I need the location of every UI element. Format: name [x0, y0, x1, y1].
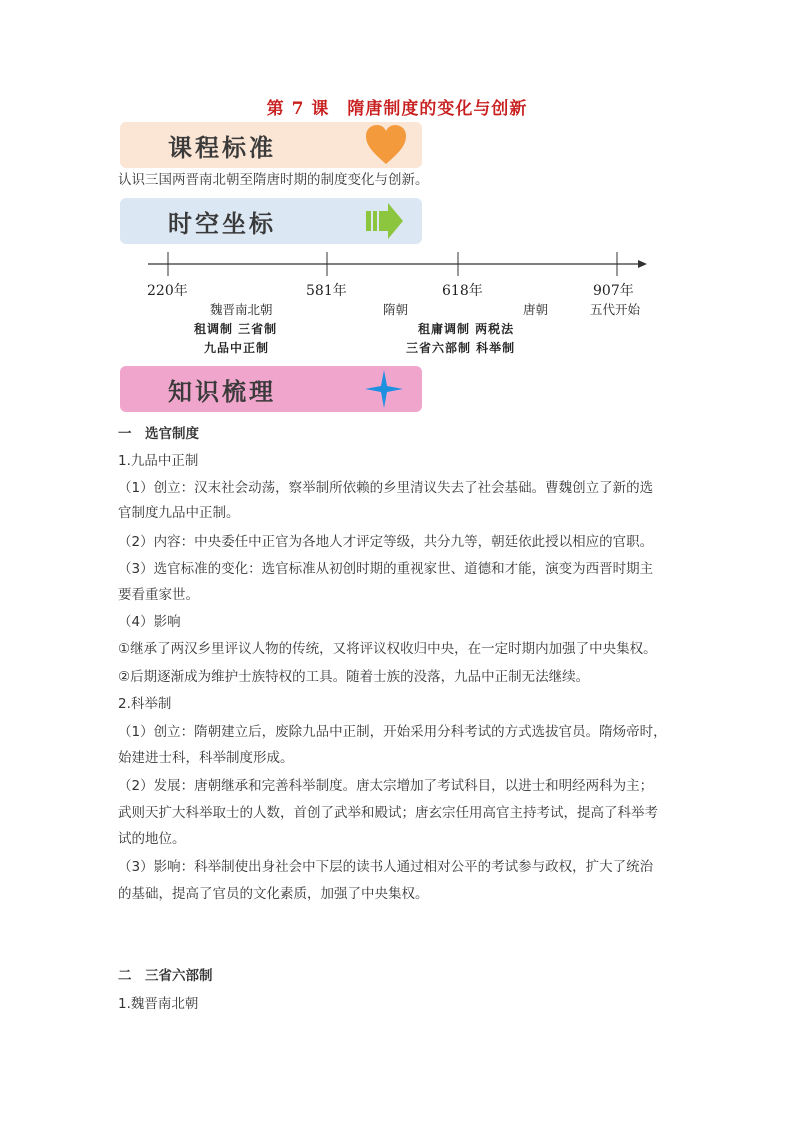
banner-course-standard — [120, 122, 422, 168]
year-label: 581年 — [306, 283, 347, 299]
banner-label: 知识梳理 — [168, 378, 276, 406]
paragraph: 官制度九品中正制。 — [118, 505, 240, 521]
paragraph: 试的地位。 — [118, 831, 186, 847]
section-heading: 一 选官制度 — [118, 426, 199, 442]
period-label: 隋朝 — [383, 302, 409, 317]
subsection-heading: 2.科举制 — [118, 696, 172, 712]
period-label: 五代开始 — [590, 302, 641, 317]
section-heading: 二 三省六部制 — [118, 968, 213, 984]
paragraph: （2）发展：唐朝继承和完善科举制度。唐太宗增加了考试科目，以进士和明经两科为主； — [118, 778, 654, 794]
banner-label: 时空坐标 — [168, 210, 276, 238]
paragraph: （1）创立：隋朝建立后，废除九品中正制，开始采用分科考试的方式选拔官员。隋炀帝时， — [118, 724, 667, 740]
year-label: 618年 — [442, 283, 483, 299]
paragraph: （3）影响：科举制使出身社会中下层的读书人通过相对公平的考试参与政权，扩大了统治 — [118, 859, 654, 875]
paragraph: 要看重家世。 — [118, 587, 199, 603]
period-item: 租庸调制 两税法 — [418, 322, 515, 336]
paragraph: （1）创立：汉末社会动荡，察举制所依赖的乡里清议失去了社会基础。曹魏创立了新的选 — [118, 480, 654, 496]
period-item: 租调制 三省制 — [194, 322, 278, 336]
year-label: 907年 — [593, 283, 634, 299]
period-item: 九品中正制 — [204, 341, 270, 355]
paragraph: ①继承了两汉乡里评议人物的传统，又将评议权收归中央，在一定时期内加强了中央集权。 — [118, 641, 657, 657]
period-item: 三省六部制 科举制 — [406, 341, 516, 355]
star-icon — [364, 369, 404, 409]
paragraph: （3）选官标准的变化：选官标准从初创时期的重视家世、道德和才能，演变为西晋时期主 — [118, 561, 654, 577]
banner-label: 课程标准 — [168, 134, 276, 162]
heart-icon — [364, 124, 408, 166]
page-title: 第 7 课 隋唐制度的变化与创新 — [266, 99, 528, 119]
paragraph: （2）内容：中央委任中正官为各地人才评定等级，共分九等，朝廷依此授以相应的官职。 — [118, 534, 654, 550]
year-label: 220年 — [147, 283, 188, 299]
banner-knowledge — [120, 366, 422, 412]
paragraph: ②后期逐渐成为维护士族特权的工具。随着士族的没落，九品中正制无法继续。 — [118, 669, 590, 685]
paragraph: 始建进士科，科举制度形成。 — [118, 750, 294, 766]
subsection-heading: 1.魏晋南北朝 — [118, 996, 199, 1012]
timeline-axis — [140, 252, 650, 282]
paragraph: 武则天扩大科举取士的人数，首创了武举和殿试；唐玄宗任用高官主持考试，提高了科举考 — [118, 805, 658, 821]
period-label: 唐朝 — [523, 302, 549, 317]
period-label: 魏晋南北朝 — [210, 302, 273, 317]
arrow-right-icon — [364, 202, 404, 240]
paragraph: （4）影响 — [118, 614, 181, 630]
banner-timeline — [120, 198, 422, 244]
paragraph: 的基础，提高了官员的文化素质，加强了中央集权。 — [118, 886, 429, 902]
standard-text: 认识三国两晋南北朝至隋唐时期的制度变化与创新。 — [118, 172, 429, 188]
subsection-heading: 1.九品中正制 — [118, 453, 199, 469]
